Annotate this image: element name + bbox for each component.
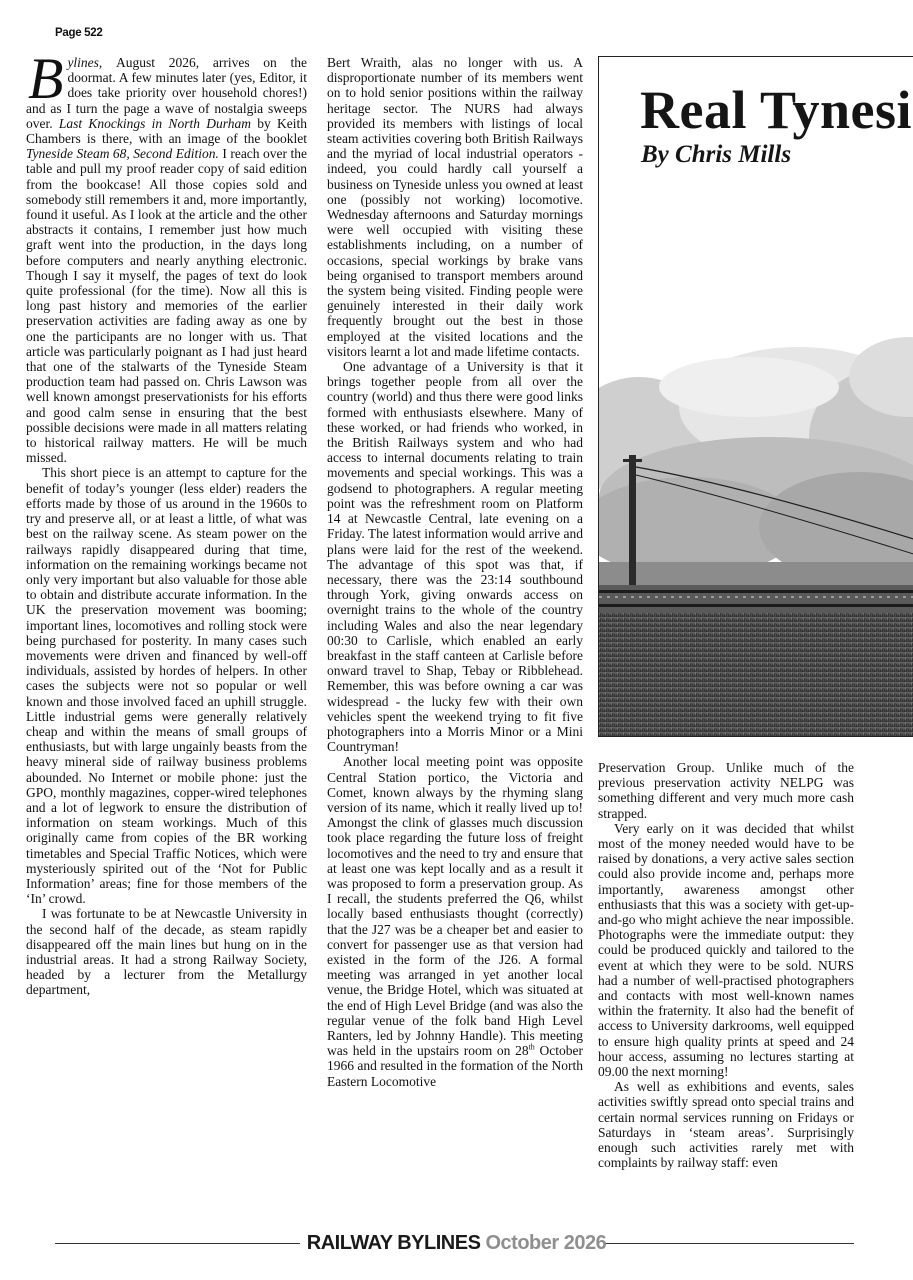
headline-photo bbox=[598, 56, 913, 737]
paragraph-text: August 2026, arrives on the doormat. A few minutes later (yes, Editor, it does take priority over household chores!) and as I turn the page a wave of nostalgia sweeps over. bbox=[26, 55, 307, 131]
paragraph: One advantage of a University is that it brings together people from all over the country (world) and thus there were good links formed with enthusiasts elsewhere. Many of these worked, or had friends who worked, in the British Railways system and who had access to internal documents relating to train movements and special workings. This was a godsend to photographers. A regular meeting point was the refreshment room on Platform 14 at Newcastle Central, late evening on a Friday. The latest information would arrive and plans were laid for the rest of the weekend. The advantage of this spot was that, if necessary, there was the 23:14 southbound through York, giving onwards access on overnight trains to the whole of the country including Wales and also the near legendary 00:30 to Carlisle, which enabled an early breakfast in the staff canteen at Carlisle before onward travel to Shap, Tebay or Ribblehead. Remember, this was before owning a car was widespread - the lucky few with their own vehicles spent the weekend trying to fit five photographers into a Morris Minor or a Mini Countryman! bbox=[327, 359, 583, 755]
footer bbox=[0, 1232, 913, 1255]
paragraph: I was fortunate to be at Newcastle University in the second half of the decade, as steam rapidly disappeared off the main lines but hung on in the industrial areas. It had a strong Railway Society, headed by a lecturer from the Metallurgy department, bbox=[26, 906, 307, 998]
paragraph: As well as exhibitions and events, sales activities swiftly spread onto special trains and certain normal services running on Fridays or Saturdays in ‘steam areas’. Surprisingly enough such activities rarely met with complaints by railway staff: even bbox=[598, 1079, 854, 1171]
paragraph: This short piece is an attempt to capture for the benefit of today’s younger (less elder) readers the efforts made by those of us around in the 1960s to try and preserve all, or at least a little, of what was best on the railway scene. As steam power on the railways rapidly disappeared during that time, information on the remaining workings became not only very important but also valuable for those able to obtain and distribute accurate information. In the UK the preservation movement was booming; important lines, locomotives and rolling stock were being purchased for posterity. In many cases such movements were driven and financed by well-off individuals, assisted by hordes of helpers. In other cases the subjects were not so popular or well known and those involved faced an uphill struggle. Little industrial gems were generally relatively cheap and within the means of small groups of enthusiasts, but with large ungainly beasts from the heavy mineral side of railway business problems abounded. No Internet or mobile phone: just the GPO, monthly magazines, copper-wired telephones and a lot of legwork to ensure the distribution of information on steam workings. Much of this originally came from copies of the BR working timetables and Special Traffic Notices, which were mysteriously spirited out of the ‘Not for Public Information’ areas; fine for those members of the ‘In’ crowd. bbox=[26, 465, 307, 907]
article-title: Real Tynesi bbox=[640, 80, 913, 140]
article-column-3 bbox=[598, 760, 854, 1170]
footer-issue: October 2026 bbox=[485, 1232, 607, 1254]
paragraph: Preservation Group. Unlike much of the previous preservation activity NELPG was something different and very much more cash strapped. bbox=[598, 760, 854, 821]
paragraph-text: October 1966 and resulted in the formation of the North Eastern Locomotive bbox=[327, 1043, 583, 1089]
paragraph bbox=[327, 754, 583, 1088]
paragraph-text: I reach over the table and pull my proof reader copy of said edition from the bookcase! All those copies sold and somebody still remembers it and, more importantly, found it useful. As I look at the article and the other abstracts it contains, I remember just how much graft went into the production, in the days long before computers and nearly anything electronic. Though I say it myself, the pages of text do look quite professional (for the time). Now all this is long past history and memories of the earlier preservation activities are fading away as one by one the participants are no longer with us. That article was particularly poignant as I had just heard that one of the stalwarts of the Tyneside Steam production team had passed on. Chris Lawson was well known amongst preservationists for his efforts and good calm sense in ensuring that the best possible decisions were made in all matters relating to historical railway matters. He will be much missed. bbox=[26, 146, 307, 466]
article-byline: By Chris Mills bbox=[641, 141, 792, 168]
footer-brand: RAILWAY BYLINES bbox=[306, 1232, 481, 1254]
paragraph-text: by Keith Chambers is there, with an image of the booklet bbox=[26, 115, 307, 147]
paragraph-text: Another local meeting point was opposite Central Station portico, the Victoria and Comet, known always by the rhyming slang version of its name, which it really lived up to! Amongst the clink of glasses much discussion took place regarding the future loss of freight locomotives and the need to try and ensure that at least one was kept locally and as a result it was proposed to form a preservation group. As I recall, the students preferred the Q6, whilst locally based enthusiasts thought (correctly) that the J27 was be a cheaper bet and easier to convert for passenger use as that version had existed in the form of the J26. A formal meeting was arranged in yet another local venue, the Bridge Hotel, which was situated at the end of High Level Bridge (and was also the regular venue of the folk band High Level Ranters, led by Johnny Handle). This meeting was held in the upstairs room on 28 bbox=[327, 754, 583, 1059]
paragraph: Very early on it was decided that whilst most of the money needed would have to be raised by donations, a very active sales section could also provide income and, perhaps more importantly, awareness amongst other enthusiasts that this was a society with get-up-and-go who might achieve the near impossible. Photographs were the immediate output: they could be produced quickly and tailored to the event at which they were to be sold. NURS had a number of well-practised photographers and contacts with most well-known names within the fraternity. It also had the benefit of access to University darkrooms, well equipped to ensure high quality prints at speed and 24 hour access, assuming no lectures starting at 09.00 the next morning! bbox=[598, 820, 854, 1080]
article-column-1 bbox=[26, 46, 307, 998]
paragraph: Bert Wraith, alas no longer with us. A disproportionate number of its members went on to hold senior positions within the railway heritage sector. The NURS had always provided its members with listings of local steam activities covering both British Railways and the myriad of local industrial operators - indeed, you could hardly call yourself a business on Tyneside unless you owned at least one (possibly not working) locomotive. Wednesday afternoons and Saturday mornings were well occupied with visiting these establishments including, on a number of occasions, special workings by brake vans being organised to transport members around the system being visited. Finding people were genuinely interested in their daily work frequently brought out the best in those employed at the visited locations and the visitors learnt a lot and made lifetime contacts. bbox=[327, 55, 583, 359]
ordinal-suffix: th bbox=[528, 1042, 535, 1052]
page-number: Page 522 bbox=[55, 27, 103, 39]
drop-cap: B bbox=[28, 46, 64, 111]
booklet-title: Tyneside Steam 68, Second Edition. bbox=[26, 146, 219, 162]
magazine-name: ylines, bbox=[67, 55, 117, 70]
article-reference: Last Knockings in North Durham bbox=[58, 115, 251, 131]
article-column-2 bbox=[327, 55, 583, 1089]
paragraph bbox=[26, 46, 307, 466]
